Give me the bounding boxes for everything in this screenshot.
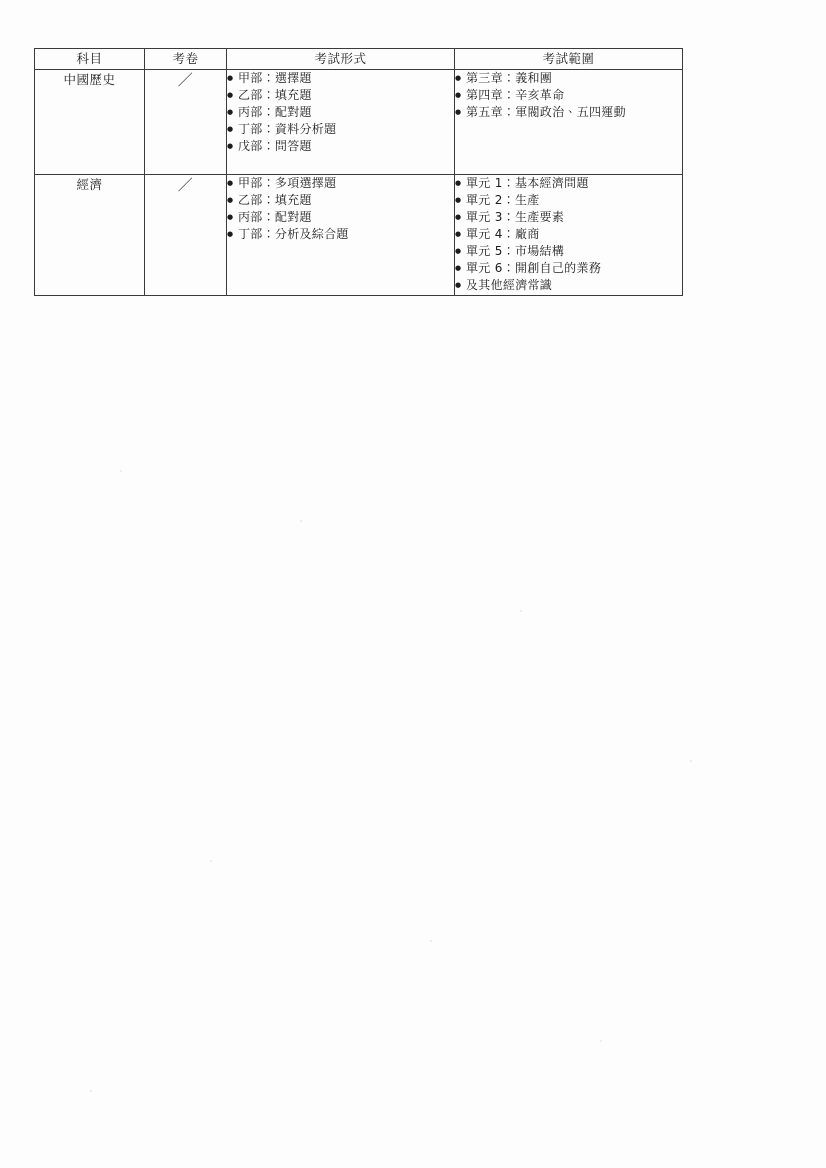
list-item: ● 甲部：選擇題: [227, 70, 454, 87]
list-item: ● 丁部：資料分析題: [227, 121, 454, 138]
table-header-row: [35, 49, 683, 70]
scope-list: [455, 175, 682, 294]
format-list: [227, 175, 454, 243]
table-row: [35, 175, 683, 296]
scope-cell: [455, 175, 683, 296]
list-item: ● 乙部：填充題: [227, 87, 454, 104]
slash-mark: ／: [177, 176, 194, 194]
exam-schedule-table: [34, 48, 683, 296]
list-item: ● 乙部：填充題: [227, 192, 454, 209]
list-item: ● 單元 3：生產要素: [455, 209, 682, 226]
list-item: ● 單元 2：生產: [455, 192, 682, 209]
slash-mark: ／: [177, 71, 194, 89]
subject-name: 中國歷史: [35, 70, 145, 175]
list-item: ● 第五章：軍閥政治、五四運動: [455, 104, 682, 121]
scope-list: [455, 70, 682, 121]
list-item: ● 丁部：分析及綜合題: [227, 226, 454, 243]
list-item: ● 單元 1：基本經濟問題: [455, 175, 682, 192]
table-row: [35, 70, 683, 175]
list-item: ● 丙部：配對題: [227, 104, 454, 121]
list-item: ● 戊部：問答題: [227, 138, 454, 155]
list-item: ● 單元 5：市場結構: [455, 243, 682, 260]
list-item: ● 單元 4：廠商: [455, 226, 682, 243]
list-item: ● 第三章：義和團: [455, 70, 682, 87]
format-list: [227, 70, 454, 155]
format-cell: [227, 70, 455, 175]
list-item: ● 丙部：配對題: [227, 209, 454, 226]
format-cell: [227, 175, 455, 296]
list-item: ● 甲部：多項選擇題: [227, 175, 454, 192]
list-item: ● 及其他經濟常識: [455, 277, 682, 294]
header-paper: 考卷: [145, 49, 227, 70]
subject-name: 經濟: [35, 175, 145, 296]
paper-mark: [145, 175, 227, 296]
paper-mark: [145, 70, 227, 175]
list-item: ● 單元 6：開創自己的業務: [455, 260, 682, 277]
header-format: 考試形式: [227, 49, 455, 70]
header-subject: 科目: [35, 49, 145, 70]
scope-cell: [455, 70, 683, 175]
list-item: ● 第四章：辛亥革命: [455, 87, 682, 104]
header-scope: 考試範圍: [455, 49, 683, 70]
